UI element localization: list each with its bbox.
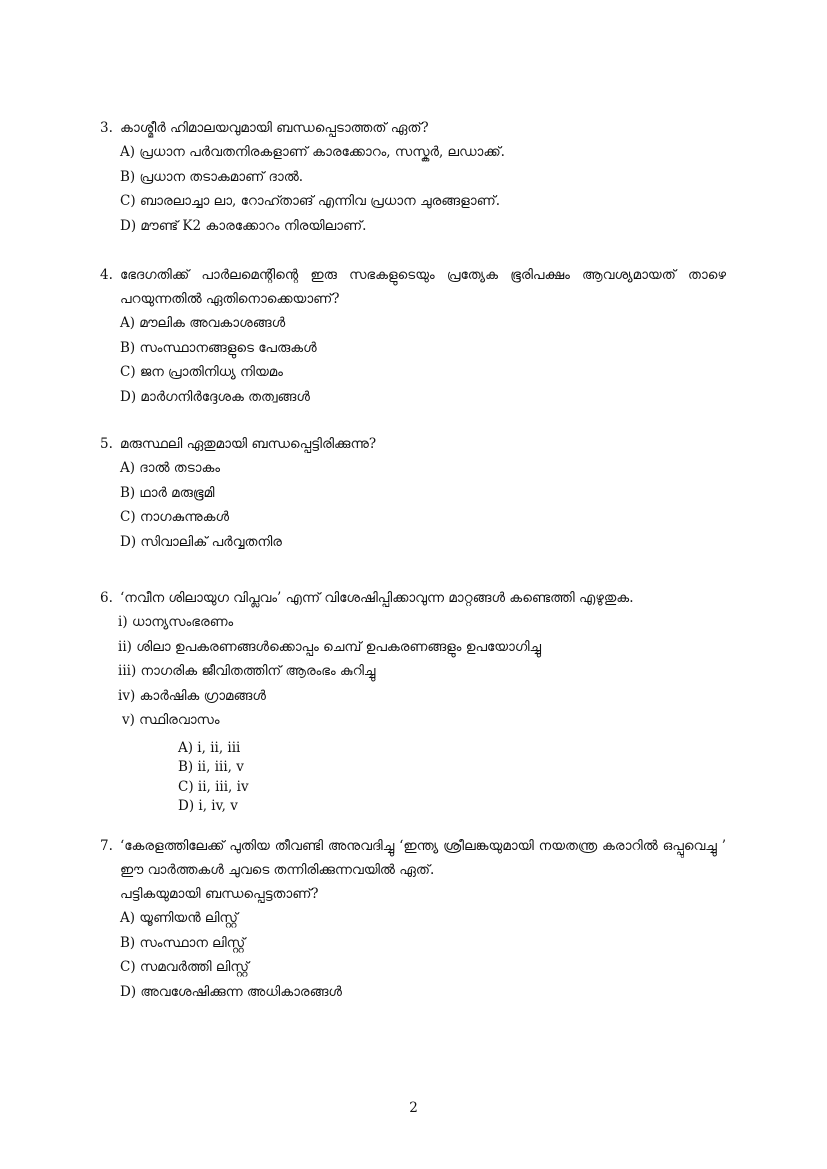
statement-i: i) ധാന്യസംഭരണം: [118, 614, 234, 630]
option-b: B) സംസ്ഥാനങ്ങളുടെ പേരുകൾ: [120, 339, 317, 356]
options: [120, 311, 728, 409]
question-6: [100, 586, 728, 817]
option-d: D) സിവാലിക് പർവ്വതനിര: [120, 533, 282, 550]
option-c: C) ii, iii, iv: [178, 778, 249, 795]
question-text-continued: പട്ടികയുമായി ബന്ധപ്പെട്ടതാണ്?: [120, 886, 319, 902]
question-number: 5.: [100, 436, 113, 452]
option-c: C) നാഗകുന്നുകൾ: [120, 509, 230, 525]
question-text: ‘കേരളത്തിലേക്ക് പുതിയ തീവണ്ടി അനുവദിച്ചു ‘ഇന്ത്യ ശ്രീലങ്കയുമായി നയതന്ത്ര കരാറിൽ ഒപ്പുവെച്ചു ’ ഈ വാർത്തകൾ ചുവടെ തന്നിരിക്കുന്നവയിൽ ഏത്.: [120, 838, 726, 878]
option-a: A) പ്രധാന പർവതനിരകളാണ് കാരക്കോറം, സസ്കർ, ലഡാക്ക്.: [120, 144, 505, 160]
option-d: D) i, iv, v: [178, 798, 238, 814]
question-4: [100, 263, 728, 409]
question-number: 3.: [100, 120, 113, 136]
options: [120, 140, 728, 238]
option-b: B) ഥാർ മരുഭൂമി: [120, 484, 215, 501]
option-b: B) ii, iii, v: [178, 759, 244, 775]
statement-iii: iii) നാഗരിക ജീവിതത്തിന് ആരംഭം കുറിച്ചു: [118, 663, 376, 679]
statement-iv: iv) കാർഷിക ഗ്രാമങ്ങൾ: [118, 687, 266, 704]
options: [120, 906, 728, 1004]
question-text: ഭേദഗതിക്ക് പാർലമെന്റിന്റെ ഇരു സഭകളുടെയും പ്രത്യേക ഭൂരിപക്ഷം ആവശ്യമായത് താഴെ പറയുന്നതിൽ ഏതിനൊക്കെയാണ്?: [120, 267, 726, 307]
question-text: ‘നവീന ശിലായുഗ വിപ്ലവം’ എന്ന് വിശേഷിപ്പിക്കാവുന്ന മാറ്റങ്ങൾ കണ്ടെത്തി എഴുതുക.: [120, 590, 634, 606]
question-5: [100, 432, 728, 554]
question-number: 4.: [100, 267, 113, 283]
statement-ii: ii) ശിലാ ഉപകരണങ്ങൾക്കൊപ്പം ചെമ്പ് ഉപകരണങ്ങളും ഉപയോഗിച്ചു: [118, 638, 542, 655]
page-number: 2: [409, 1100, 418, 1116]
option-d: D) മാർഗനിർദ്ദേശക തത്വങ്ങൾ: [120, 388, 310, 405]
option-d: D) അവശേഷിക്കുന്ന അധികാരങ്ങൾ: [120, 983, 342, 1000]
option-c: C) സമവർത്തി ലിസ്റ്റ്: [120, 959, 249, 975]
options: [120, 456, 728, 554]
statement-v: v) സ്ഥിരവാസം: [122, 712, 220, 728]
question-text: കാശ്മീർ ഹിമാലയവുമായി ബന്ധപ്പെടാത്തത് ഏത്?: [120, 120, 429, 136]
options: [178, 739, 728, 817]
question-text: മരുസ്ഥലി ഏതുമായി ബന്ധപ്പെട്ടിരിക്കുന്നു?: [120, 436, 377, 452]
option-a: A) മൗലിക അവകാശങ്ങൾ: [120, 315, 286, 331]
question-number: 7.: [100, 838, 113, 854]
option-b: B) സംസ്ഥാന ലിസ്റ്റ്: [120, 934, 246, 951]
option-a: A) i, ii, iii: [178, 739, 241, 756]
question-7: [100, 834, 728, 1004]
statement-list: [118, 610, 728, 733]
question-3: [100, 116, 728, 238]
question-number: 6.: [100, 590, 113, 606]
option-c: C) ബാരലാച്ചാ ലാ, റോഹ്താങ് എന്നിവ പ്രധാന ചുരങ്ങളാണ്.: [120, 193, 501, 209]
option-c: C) ജന പ്രാതിനിധ്യ നിയമം: [120, 364, 283, 380]
option-b: B) പ്രധാന തടാകമാണ് ദാൽ.: [120, 168, 304, 185]
option-d: D) മൗണ്ട് K2 കാരക്കോറം നിരയിലാണ്.: [120, 217, 367, 234]
option-a: A) ദാൽ തടാകം: [120, 460, 221, 476]
option-a: A) യൂണിയൻ ലിസ്റ്റ്: [120, 910, 238, 926]
